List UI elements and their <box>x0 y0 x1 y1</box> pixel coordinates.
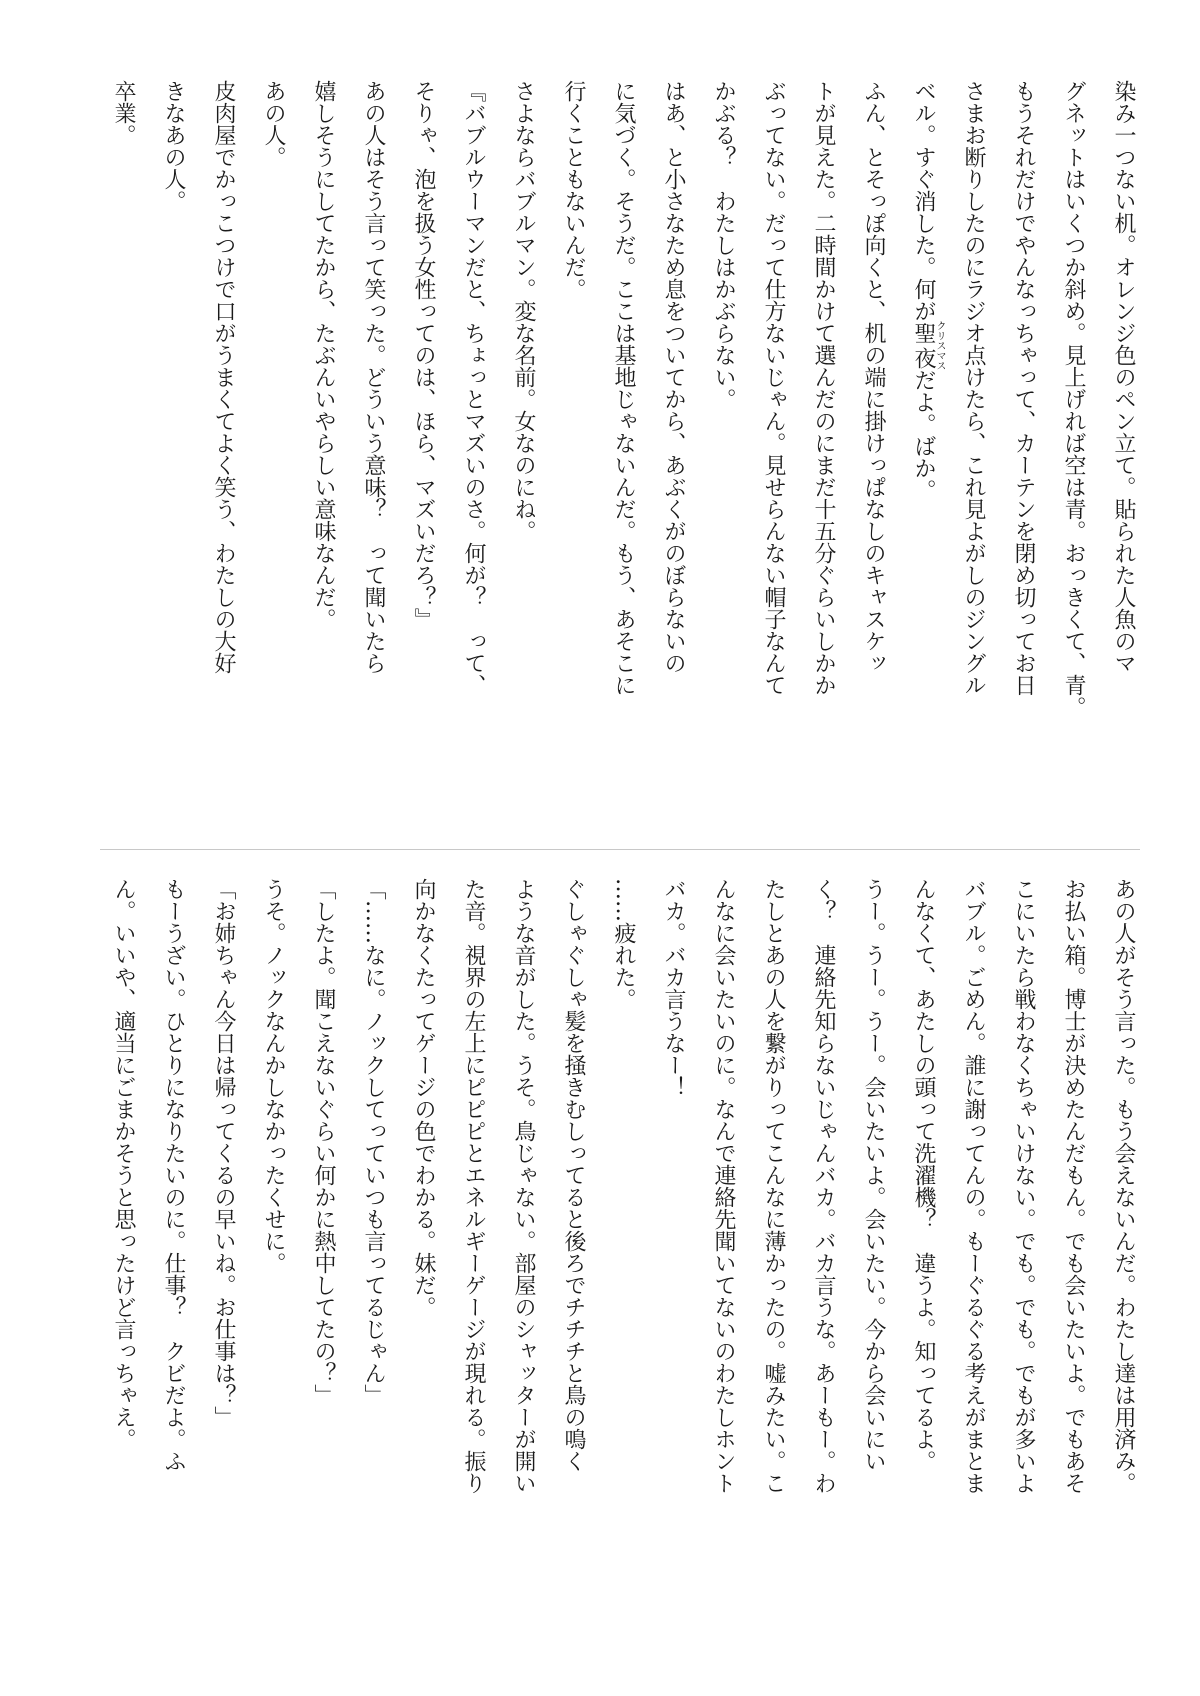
text-line: 卒業。 <box>111 80 136 146</box>
text-line: うー。うー。うー。会いたいよ。会いたい。今から会いにい <box>861 878 886 1472</box>
text-segment: ベル。すぐ消した。何が <box>911 80 936 322</box>
text-line: こにいたら戦わなくちゃいけない。でも。でも。でもが多いよ <box>1011 878 1036 1494</box>
text-line: うそ。ノックなんかしなかったくせに。 <box>261 878 286 1274</box>
text-line: んなくて、あたしの頭って洗濯機？ 違うよ。知ってるよ。 <box>911 878 936 1472</box>
ruby-reading: クリスマス <box>934 320 945 371</box>
ruby-word <box>911 320 945 371</box>
text-line: ……疲れた。 <box>611 878 636 1010</box>
text-line: きなあの人。 <box>161 80 186 212</box>
text-line: ぶってない。だって仕方ないじゃん。見せらんない帽子なんて <box>761 80 786 696</box>
text-line: バブル。ごめん。誰に謝ってんの。もーぐるぐる考えがまとま <box>961 878 986 1494</box>
text-line: トが見えた。二時間かけて選んだのにまだ十五分ぐらいしかか <box>811 80 836 696</box>
text-line-with-ruby <box>898 80 948 820</box>
text-line: んなに会いたいのに。なんで連絡先聞いてないのわたしホント <box>711 878 736 1494</box>
text-line: ふん、とそっぽ向くと、机の端に掛けっぱなしのキャスケッ <box>861 80 886 674</box>
text-line: あの人がそう言った。もう会えないんだ。わたし達は用済み。 <box>1111 878 1136 1494</box>
text-line: 「したよ。聞こえないぐらい何かに熱中してたの？」 <box>311 878 336 1406</box>
text-line: 「……なに。ノックしてっていつも言ってるじゃん」 <box>361 878 386 1406</box>
text-line: かぶる？ わたしはかぶらない。 <box>711 80 736 410</box>
ruby-base: 聖夜 <box>911 320 936 371</box>
text-line: グネットはいくつか斜め。見上げれば空は青。おっきくて、青。 <box>1061 80 1086 718</box>
text-line: 行くこともないんだ。 <box>561 80 586 300</box>
bottom-text-block <box>52 878 1148 1618</box>
text-line: ぐしゃぐしゃ髪を掻きむしってると後ろでチチチと鳥の鳴く <box>561 878 586 1472</box>
text-line: もうそれだけでやんなっちゃって、カーテンを閉め切ってお日 <box>1011 80 1036 696</box>
text-line: お払い箱。博士が決めたんだもん。でも会いたいよ。でもあそ <box>1061 878 1086 1494</box>
text-line: バカ。バカ言うなー！ <box>661 878 686 1098</box>
text-line: に気づく。そうだ。ここは基地じゃないんだ。もう、あそこに <box>611 80 636 696</box>
section-divider <box>100 849 1140 850</box>
text-line: さまお断りしたのにラジオ点けたら、これ見よがしのジングル <box>961 80 986 696</box>
text-line: はあ、と小さなため息をついてから、あぶくがのぼらないの <box>661 80 686 674</box>
text-segment: だよ。ばか。 <box>911 369 936 501</box>
bottom-vertical-text <box>98 878 1148 1618</box>
text-line: 向かなくたってゲージの色でわかる。妹だ。 <box>411 878 436 1318</box>
text-line: ん。いいや、適当にごまかそうと思ったけど言っちゃえ。 <box>111 878 136 1450</box>
top-vertical-text <box>98 80 1148 820</box>
text-line: あの人。 <box>261 80 286 168</box>
text-line: さよならバブルマン。変な名前。女なのにね。 <box>511 80 536 542</box>
text-line: 『バブルウーマンだと、ちょっとマズいのさ。何が？ って、 <box>461 80 486 696</box>
text-line: そりゃ、泡を扱う女性ってのは、ほら、マズいだろ？』 <box>411 80 436 630</box>
text-line: 「お姉ちゃん今日は帰ってくるの早いね。お仕事は？」 <box>211 878 236 1428</box>
text-line: ような音がした。うそ。鳥じゃない。部屋のシャッターが開い <box>511 878 536 1494</box>
text-line: たしとあの人を繋がりってこんなに薄かったの。嘘みたい。こ <box>761 878 786 1494</box>
text-line: 嬉しそうにしてたから、たぶんいやらしい意味なんだ。 <box>311 80 336 630</box>
top-text-block <box>52 80 1148 820</box>
text-line: た音。視界の左上にピピピとエネルギーゲージが現れる。振り <box>461 878 486 1494</box>
text-line: もーうざい。ひとりになりたいのに。仕事？ クビだよ。ふ <box>161 878 186 1472</box>
text-line: く？ 連絡先知らないじゃんバカ。バカ言うな。あーもー。わ <box>811 878 836 1494</box>
text-line: 染み一つない机。オレンジ色のペン立て。貼られた人魚のマ <box>1111 80 1136 674</box>
text-line: あの人はそう言って笑った。どういう意味？ って聞いたら <box>361 80 386 674</box>
text-line: 皮肉屋でかっこつけで口がうまくてよく笑う、わたしの大好 <box>211 80 236 674</box>
